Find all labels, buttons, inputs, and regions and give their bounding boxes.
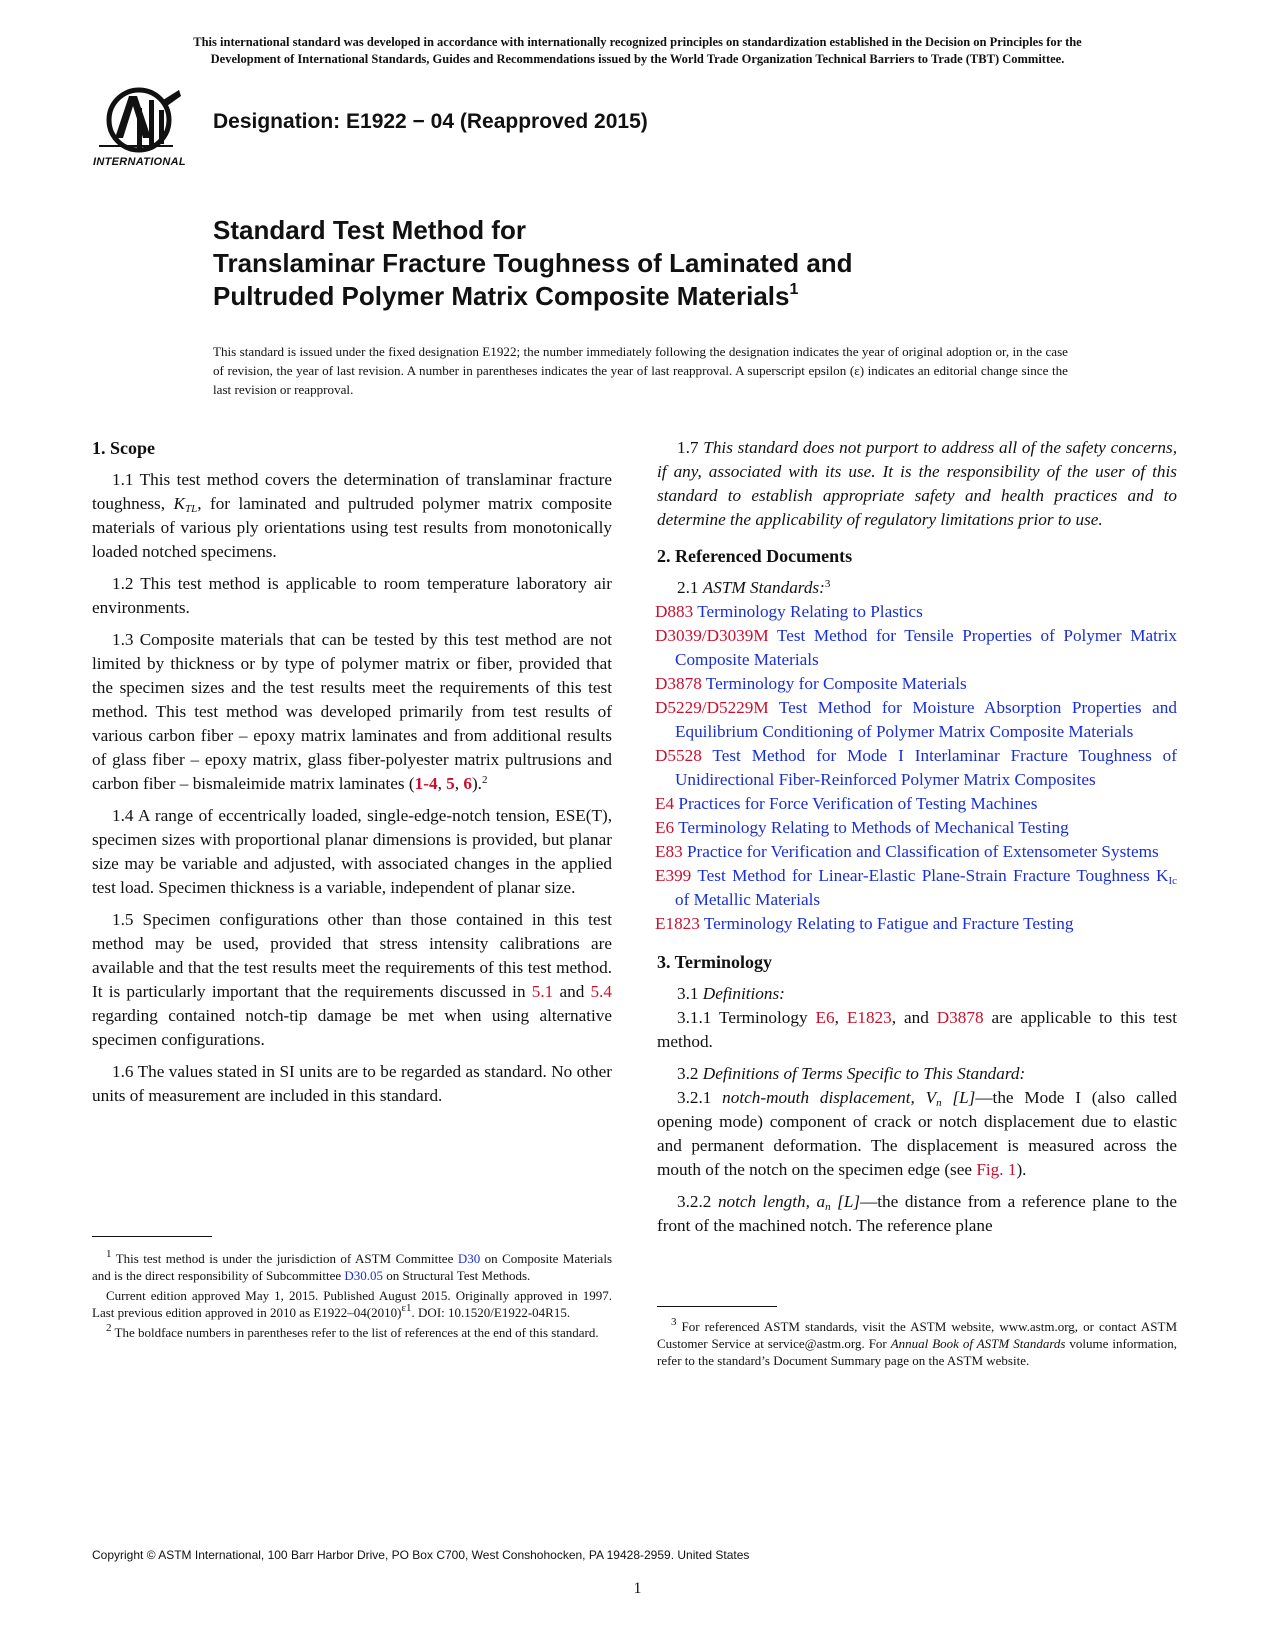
ref-item-e1823[interactable] [655,912,1177,936]
p322-sub: n [825,1201,831,1213]
section-heading-refdocs: 2. Referenced Documents [657,546,853,566]
paragraph-3-2-1 [657,1086,1177,1182]
footnotes-left [92,1250,612,1344]
left-column [92,436,612,1116]
ref-title[interactable]: Test Method for Tensile Properties of Polymer Matrix Composite Materials [675,626,1177,669]
title-footnote-mark: 1 [789,281,799,298]
copyright-notice: Copyright © ASTM International, 100 Barr Harbor Drive, PO Box C700, West Conshohocken, PA 19428-2959. United States [92,1548,750,1562]
fn2-text: The boldface numbers in parentheses refer to the list of references at the end of this standard. [111,1325,599,1340]
k-subscript: TL [184,503,198,515]
sub-2-1-label: ASTM Standards: [702,578,825,597]
k-symbol [174,494,198,513]
p1-text-b: , for laminated and pultruded polymer matrix composite materials of various ply orientations using test results from monotonically loaded notched specimens. [92,494,613,561]
designation: Designation: E1922 − 04 (Reapproved 2015) [213,110,648,133]
fn1-mark: 1 [106,1248,112,1260]
p322-term [718,1192,860,1211]
link-5-1[interactable]: 5.1 [531,982,554,1001]
ref-code[interactable]: D3878 [655,674,702,693]
sub-3-2-number: 3.2 [677,1064,703,1083]
p7-number: 1.7 [677,438,704,457]
ref-code[interactable]: D883 [655,602,694,621]
document-title [213,214,853,313]
p321-number: 3.2.1 [677,1088,723,1107]
ref-item-e399[interactable] [655,864,1177,912]
paragraph-1-4: 1.4 A range of eccentrically loaded, single-edge-notch tension, ESE(T), specimen sizes with proportional planar dimensions is provided, but planar size may be variable and adjusted, with associated changes in the applied test load. Specimen thickness is a variable, independent of planar size. [92,806,612,897]
subsection-3-2 [657,1062,1177,1086]
ref-code[interactable]: D3039/D3039M [655,626,769,645]
issued-note: This standard is issued under the fixed designation E1922; the number immediately following the designation indicates the year of original adoption or, in the case of revision, the year of last revision. A number in parentheses indicates the year of last reapproval. A superscript epsilon (ε) indicates an editorial change since the last revision or reapproval. [213,344,1068,397]
ref-link-1-4[interactable]: 1-4 [414,774,438,793]
ref-item-d3878[interactable] [655,672,1177,696]
fn3-text-b: volume information, refer to the standard’s Document Summary page on the ASTM website. [657,1336,1178,1368]
logo-wordmark: INTERNATIONAL [93,156,186,168]
p321-text-a: —the Mode I (also called opening mode) component of crack or notch displacement due to elastic and permanent deformation. The displacement is measured across the mouth of the notch on the specimen edge (see [657,1088,1177,1179]
link-d30[interactable]: D30 [457,1251,481,1266]
ref-code[interactable]: D5229/D5229M [655,698,769,717]
ref-code[interactable]: E399 [655,866,692,885]
p7-text: This standard does not purport to address all of the safety concerns, if any, associated with its use. It is the responsibility of the user of this standard to establish appropriate safety and health practices and to determine the applicability of regulatory limitations prior to use. [657,438,1178,529]
p322-number: 3.2.2 [677,1192,718,1211]
fn1-text-c: on Structural Test Methods. [383,1268,531,1283]
p322-text: —the distance from a reference plane to the front of the machined notch. The reference plane [657,1192,1178,1235]
footnote-rule-left [92,1236,212,1237]
paragraph-1-7 [657,436,1177,532]
footnote-1-edition [92,1287,612,1321]
paragraph-3-2-2 [657,1190,1177,1238]
footnotes-right [657,1318,1177,1372]
fn3-text-a: For referenced ASTM standards, visit the ASTM website, www.astm.org, or contact ASTM Customer Service at service@astm.org. For [657,1319,1177,1351]
p321-text-b: ). [1016,1160,1027,1179]
page-number: 1 [633,1580,642,1597]
link-e6[interactable]: E6 [815,1008,835,1027]
p321-unit: [L] [941,1088,976,1107]
title-line-3-wrap [213,280,853,313]
ref-title[interactable]: Practice for Verification and Classification of Extensometer Systems [686,842,1159,861]
p311-text-a: 3.1.1 Terminology [677,1008,816,1027]
p5-text-a: 1.5 Specimen configurations other than those contained in this test method may be used, provided that stress intensity calibrations are available and that the test results meet the requirements of this test method. It is particularly important that the requirements discussed in [92,910,612,1001]
footnote-rule-right [657,1306,777,1307]
paragraph-1-3: 1.3 Composite materials that can be tested by this test method are not limited by thickness or by type of polymer matrix or fiber, provided that the specimen sizes and the test results meet the requirements of this test method. This test method was developed primarily from test results of various carbon fiber – epoxy matrix laminates and from additional results of glass fiber – epoxy matrix, glass fiber-polyester matrix pultrusions and carbon fiber – bismaleimide matrix laminates (1-4, 5, 6).$^2$ [92,630,612,793]
ref-title[interactable]: Terminology Relating to Fatigue and Fracture Testing [703,914,1074,933]
ref-title[interactable]: Test Method for Moisture Absorption Properties and Equilibrium Conditioning of Polymer Matrix Composite Materials [675,698,1177,741]
link-e1823[interactable]: E1823 [846,1008,892,1027]
ref-item-d3039[interactable] [655,624,1177,672]
fn3-mark: 3 [671,1316,677,1328]
sub-3-1-number: 3.1 [677,984,703,1003]
wto-notice-line-1: This international standard was developed in accordance with internationally recognized principles on standardization established in the Decision on Principles for the [193,35,1082,49]
footnote-mark-2: 2 [481,774,488,786]
p322-unit: [L] [830,1192,861,1211]
p3-text: 1.3 Composite materials that can be tested by this test method are not limited by thickness or by type of polymer matrix or fiber, provided that the specimen sizes and the test results meet the requirements of this test method. This test method was developed primarily from test results of various carbon fiber – epoxy matrix laminates and from additional results of glass fiber – epoxy matrix, glass fiber-polyester matrix pultrusions and carbon fiber – bismaleimide matrix laminates ( [92,630,612,793]
paragraph-1-6: 1.6 The values stated in SI units are to be regarded as standard. No other units of measurement are included in this standard. [92,1062,612,1105]
ref-title[interactable]: Test Method for Mode I Interlaminar Fracture Toughness of Unidirectional Fiber-Reinforced Polymer Matrix Composites [675,746,1177,789]
fn1-text-a: This test method is under the jurisdiction of ASTM Committee [111,1251,458,1266]
footnote-mark-3: 3 [824,578,831,590]
right-column [657,436,1177,1246]
footnote-1 [92,1250,612,1284]
fn1-edition-a: Current edition approved May 1, 2015. Published August 2015. Originally approved in 1997. Last previous edition approved in 2010 as E1922–04(2010) [92,1288,612,1320]
fn1-text-b: on Composite Materials and is the direct responsibility of Subcommittee [92,1251,612,1283]
paragraph-1-5 [92,908,612,1052]
e399-title-b[interactable]: of Metallic Materials [675,890,821,909]
wto-notice [80,34,1195,68]
p311-sep: , [834,1008,847,1027]
footnote-3 [657,1318,1177,1369]
ref-item-e6[interactable] [655,816,1177,840]
p5-and: and [553,982,591,1001]
p311-and: , and [891,1008,937,1027]
ref-item-e83[interactable] [655,840,1177,864]
ref-item-d5528[interactable] [655,744,1177,792]
sub-3-2-label: Definitions of Terms Specific to This Standard: [702,1064,1026,1083]
paragraph-1-1 [92,468,612,564]
ref-code[interactable]: E1823 [655,914,700,933]
title-line-2: Translaminar Fracture Toughness of Laminated and [213,248,853,278]
ref-title[interactable]: Terminology for Composite Materials [705,674,967,693]
ref-code[interactable]: E6 [655,818,675,837]
title-line-1: Standard Test Method for [213,215,526,245]
ref-code[interactable]: E83 [655,842,683,861]
section-heading-scope: 1. Scope [92,438,155,458]
ref-item-d883[interactable] [655,600,1177,624]
ref-link-5[interactable]: 5 [446,774,455,793]
p311-text-b: are applicable to this test method. [657,1008,1177,1051]
title-line-3: Pultruded Polymer Matrix Composite Materials [213,281,790,311]
subsection-2-1 [657,576,1177,600]
ref-code[interactable]: E4 [655,794,675,813]
ref-code[interactable]: D5528 [655,746,702,765]
paragraph-3-1-1 [657,1006,1177,1054]
k-letter: K [173,494,185,513]
ref-item-d5229[interactable] [655,696,1177,744]
p322-term-text: notch length, a [717,1192,826,1211]
ref-link-6[interactable]: 6 [463,774,472,793]
p1-text-a: 1.1 This test method covers the determination of translaminar fracture toughness, [92,470,612,513]
link-d30-05[interactable]: D30.05 [344,1268,384,1283]
p321-term [722,1088,975,1107]
e399-subscript: Ic [1168,875,1177,887]
footnote-2 [92,1324,612,1341]
astm-logo [93,86,201,182]
ref-title[interactable]: Practices for Force Verification of Testing Machines [678,794,1038,813]
sub-3-1-label: Definitions: [702,984,785,1003]
referenced-documents-list [655,600,1177,936]
p321-sub: n [936,1097,942,1109]
subsection-3-1 [657,982,1177,1006]
link-5-4[interactable]: 5.4 [590,982,612,1001]
ref-title[interactable] [675,866,1177,909]
link-d3878[interactable]: D3878 [936,1008,984,1027]
link-fig-1[interactable]: Fig. 1 [976,1160,1017,1179]
p321-term-text: notch-mouth displacement, V [722,1088,937,1107]
fn3-italic: Annual Book of ASTM Standards [890,1336,1066,1351]
ref-title[interactable]: Terminology Relating to Methods of Mechanical Testing [678,818,1069,837]
section-heading-terminology: 3. Terminology [657,952,773,972]
ref-item-e4[interactable] [655,792,1177,816]
fn1-edition-sup: ε1 [401,1302,412,1314]
wto-notice-line-2: Development of International Standards, Guides and Recommendations issued by the World Trade Organization Technical Barriers to Trade (TBT) Committee. [210,52,1065,66]
ref-title[interactable]: Terminology Relating to Plastics [697,602,923,621]
fn2-mark: 2 [106,1322,112,1334]
e399-title-a[interactable]: Test Method for Linear-Elastic Plane-Strain Fracture Toughness K [697,866,1169,885]
p5-text-b: regarding contained notch-tip damage be met when using alternative specimen configurations. [92,1006,612,1049]
fn1-edition-b: . DOI: 10.1520/E1922-04R15. [411,1305,571,1320]
paragraph-1-2: 1.2 This test method is applicable to room temperature laboratory air environments. [92,574,612,617]
sub-2-1-number: 2.1 [677,578,703,597]
